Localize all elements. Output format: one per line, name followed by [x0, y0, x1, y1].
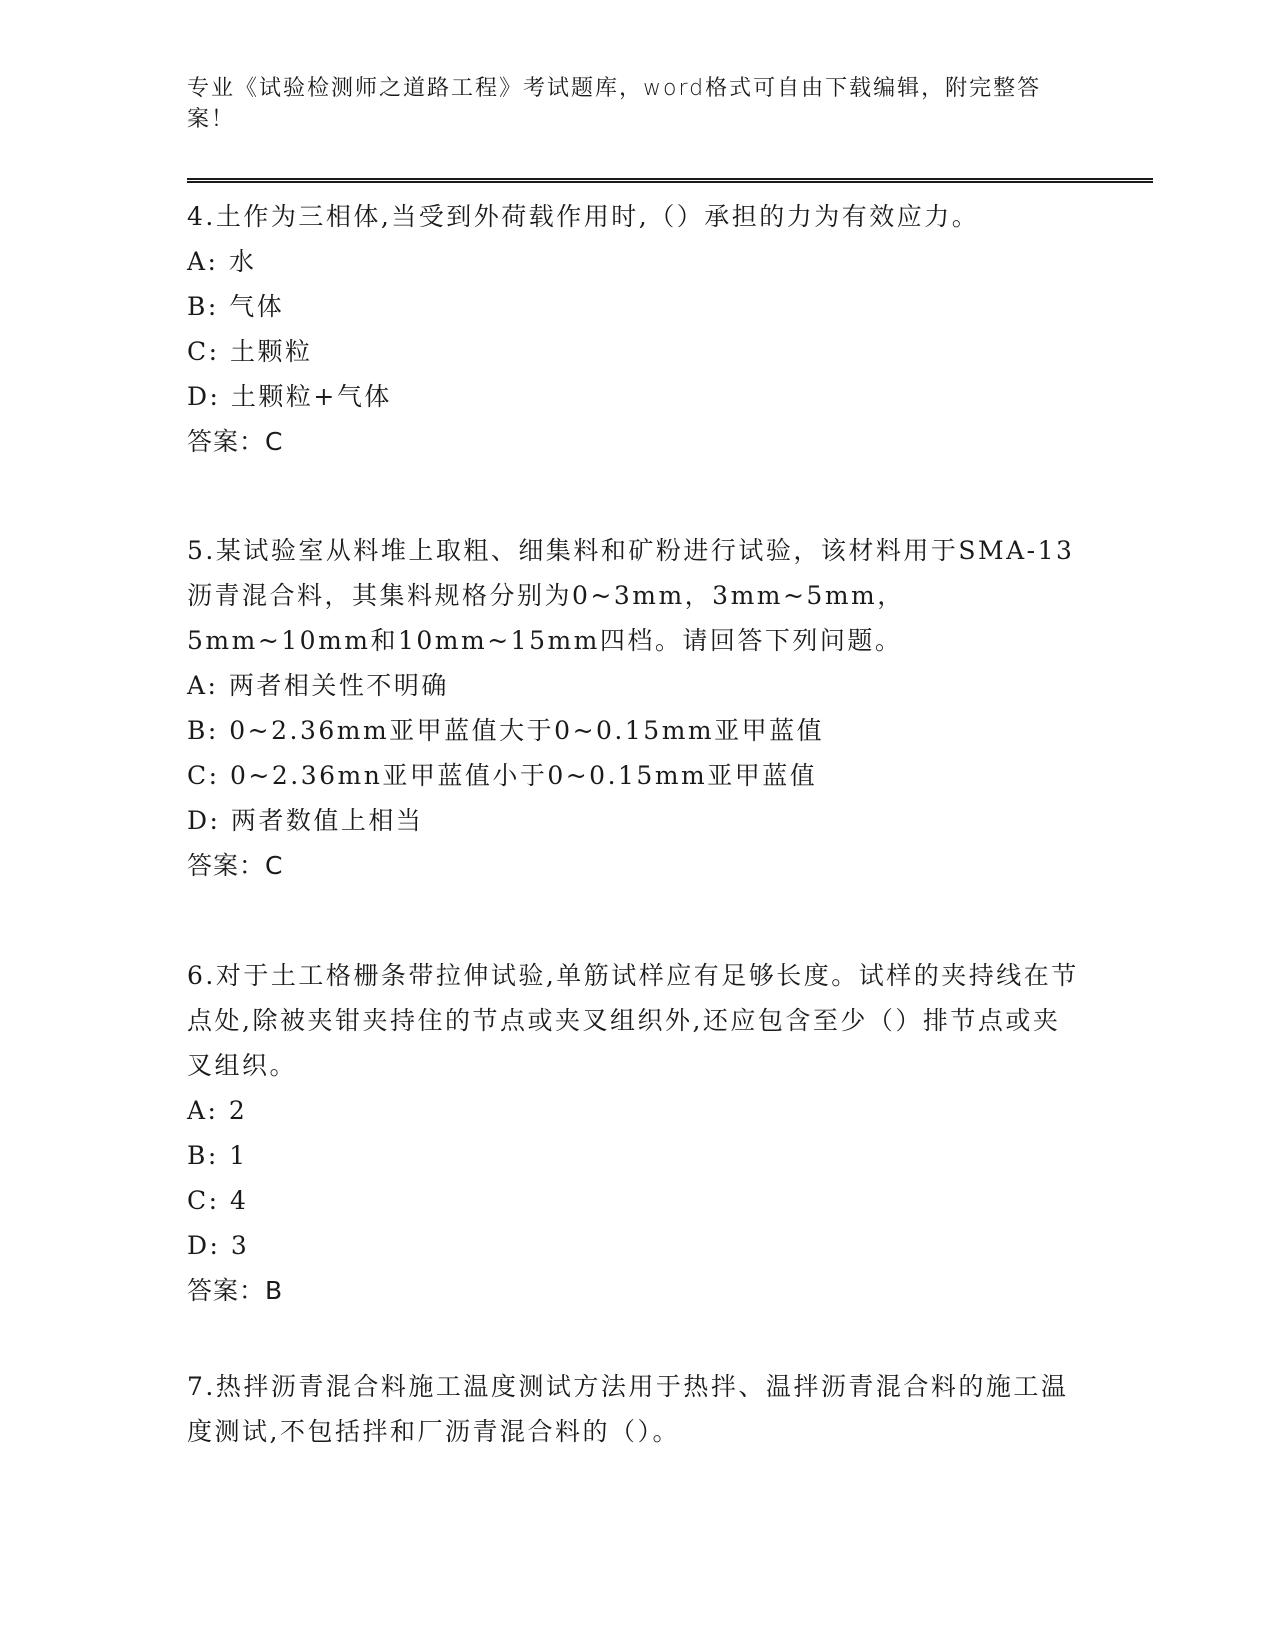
option-d: D: 两者数值上相当 — [187, 806, 424, 835]
question-stem: 7.热拌沥青混合料施工温度测试方法用于热拌、温拌沥青混合料的施工温度测试,不包括拌和厂沥青混合料的（）。 — [187, 1372, 1069, 1446]
question-4 — [187, 194, 1087, 464]
option-b: B: 气体 — [187, 292, 285, 321]
option-a: A: 水 — [187, 247, 257, 276]
option-c: C: 4 — [187, 1186, 249, 1215]
option-a: A: 两者相关性不明确 — [187, 671, 449, 700]
option-d: D: 土颗粒+气体 — [187, 382, 392, 411]
question-5 — [187, 528, 1087, 888]
option-b: B: 0~2.36mm亚甲蓝值大于0~0.15mm亚甲蓝值 — [187, 716, 825, 745]
answer: 答案：C — [187, 427, 284, 456]
document-header: 专业《试验检测师之道路工程》考试题库，word格式可自由下载编辑，附完整答案！ — [187, 76, 1042, 132]
option-b: B: 1 — [187, 1141, 248, 1170]
question-7 — [187, 1364, 1087, 1454]
header-divider — [187, 178, 1153, 183]
answer: 答案：C — [187, 851, 284, 880]
answer: 答案：B — [187, 1276, 284, 1305]
question-stem: 4.土作为三相体,当受到外荷载作用时,（）承担的力为有效应力。 — [187, 202, 980, 231]
option-d: D: 3 — [187, 1231, 250, 1260]
option-a: A: 2 — [187, 1096, 248, 1125]
option-c: C: 0~2.36mn亚甲蓝值小于0~0.15mm亚甲蓝值 — [187, 761, 818, 790]
question-stem: 5.某试验室从料堆上取粗、细集料和矿粉进行试验，该材料用于SMA-13沥青混合料，其集料规格分别为0~3mm，3mm~5mm，5mm~10mm和10mm~15mm四档。请回答下列问题。 — [187, 536, 1075, 655]
option-c: C: 土颗粒 — [187, 337, 313, 366]
question-stem: 6.对于土工格栅条带拉伸试验,单筋试样应有足够长度。试样的夹持线在节点处,除被夹钳夹持住的节点或夹叉组织外,还应包含至少（）排节点或夹叉组织。 — [187, 961, 1079, 1080]
question-6 — [187, 953, 1087, 1313]
